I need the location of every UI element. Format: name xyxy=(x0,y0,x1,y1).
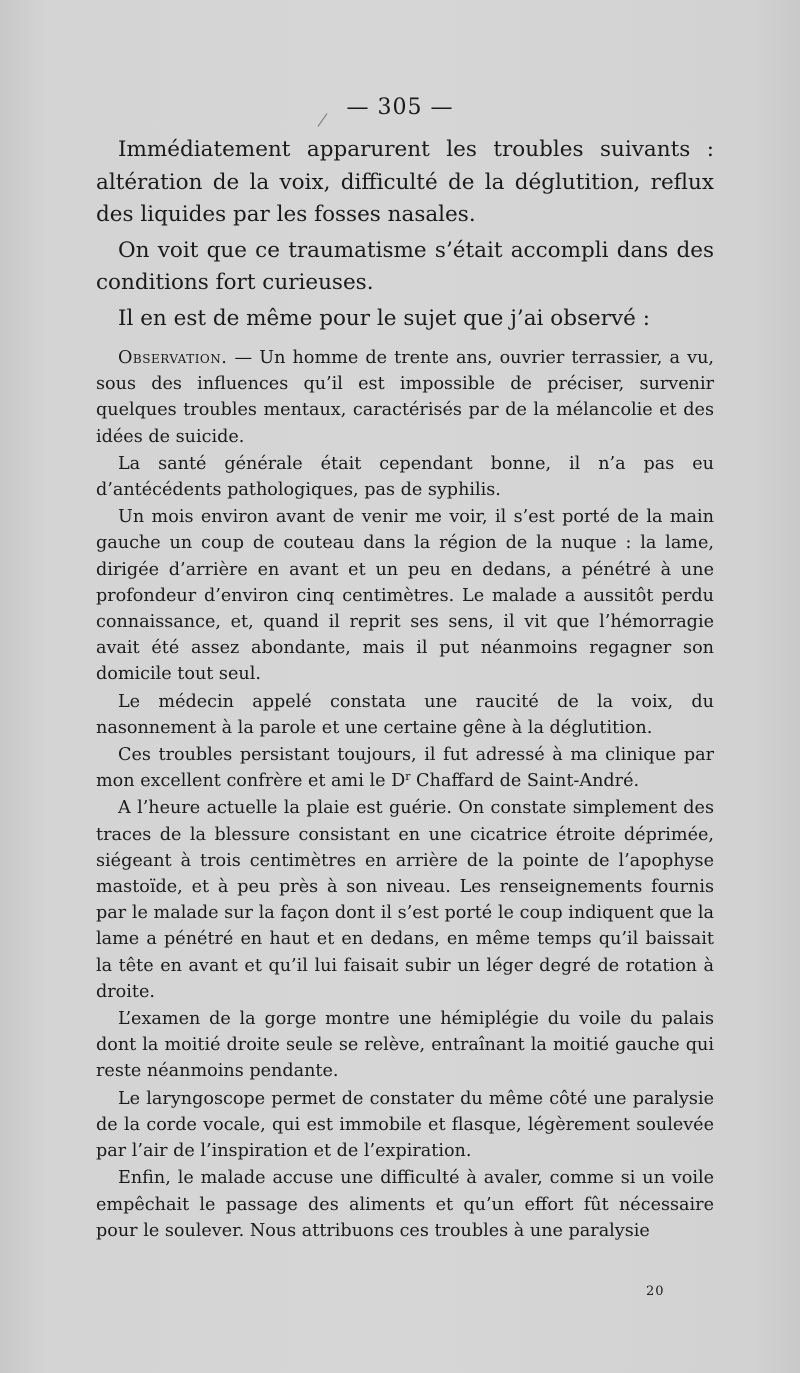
intro-paragraph: On voit que ce traumatisme s’était accompli dans des conditions fort curieuses. xyxy=(96,237,714,295)
page-body xyxy=(96,134,714,1244)
intro-paragraph: Immédiatement apparurent les troubles suivants : altération de la voix, difficulté de la déglutition, reflux des liquides par les fosses nasales. xyxy=(96,137,714,227)
observation-section xyxy=(96,345,714,1244)
intro-section xyxy=(96,134,714,335)
observation-paragraph: Enfin, le malade accuse une difficulté à avaler, comme si un voile empêchait le passage des aliments et qu’un effort fût nécessaire pour le soulever. Nous attribuons ces troubles à une paralysie xyxy=(96,1168,714,1241)
observation-paragraph: Un mois environ avant de venir me voir, il s’est porté de la main gauche un coup de couteau dans la région de la nuque : la lame, dirigée d’arrière en avant et un peu en dedans, a pénétré à une profondeur d’environ cinq centimètres. Le malade a aussitôt perdu connaissance, et, quand il reprit ses sens, il vit que l’hémorragie avait été assez abondante, mais il put néanmoins regagner son domicile tout seul. xyxy=(96,507,714,685)
intro-paragraph: Il en est de même pour le sujet que j’ai observé : xyxy=(118,305,650,331)
observation-text: Ces troubles persistant toujours, il fut adressé à ma clinique par mon excellent confrère et ami le D xyxy=(96,745,714,792)
observation-text: — Un homme de trente ans, ouvrier terrassier, a vu, sous des influences qu’il est impossible de préciser, survenir quelques troubles mentaux, caractérisés par de la mélancolie et des idées de suicide. xyxy=(96,348,714,447)
observation-paragraph: L’examen de la gorge montre une hémiplégie du voile du palais dont la moitié droite seule se relève, entraînant la moitié gauche qui reste néanmoins pendante. xyxy=(96,1009,714,1082)
observation-paragraph: La santé générale était cependant bonne, il n’a pas eu d’antécédents pathologiques, pas de syphilis. xyxy=(96,453,714,501)
signature-mark: 20 xyxy=(646,1284,665,1299)
observation-paragraph: Le médecin appelé constata une raucité de la voix, du nasonnement à la parole et une certaine gêne à la déglutition. xyxy=(96,691,714,738)
observation-text: Chaffard de Saint-André. xyxy=(410,771,640,792)
page-number-header: — 305 — xyxy=(346,95,454,120)
observation-paragraph xyxy=(96,742,714,794)
observation-paragraph: Le laryngoscope permet de constater du même côté une paralysie de la corde vocale, qui est immobile et flasque, légèrement soulevée par l’air de l’inspiration et de l’expiration. xyxy=(96,1088,714,1162)
superscript: r xyxy=(405,770,411,784)
observation-paragraph: A l’heure actuelle la plaie est guérie. On constate simplement des traces de la blessure consistant en une cicatrice étroite déprimée, siégeant à trois centimètres en arrière de la pointe de l’apophyse mastoïde, et à peu près à son niveau. Les renseignements fournis par le malade sur la façon dont il s’est porté le coup indiquent que la lame a pénétré en haut et en dedans, en même temps qu’il baissait la tête en avant et qu’il lui faisait subir un léger degré de rotation à droite. xyxy=(96,798,714,1002)
observation-label: Observation. xyxy=(118,348,228,368)
observation-paragraph xyxy=(96,345,714,450)
